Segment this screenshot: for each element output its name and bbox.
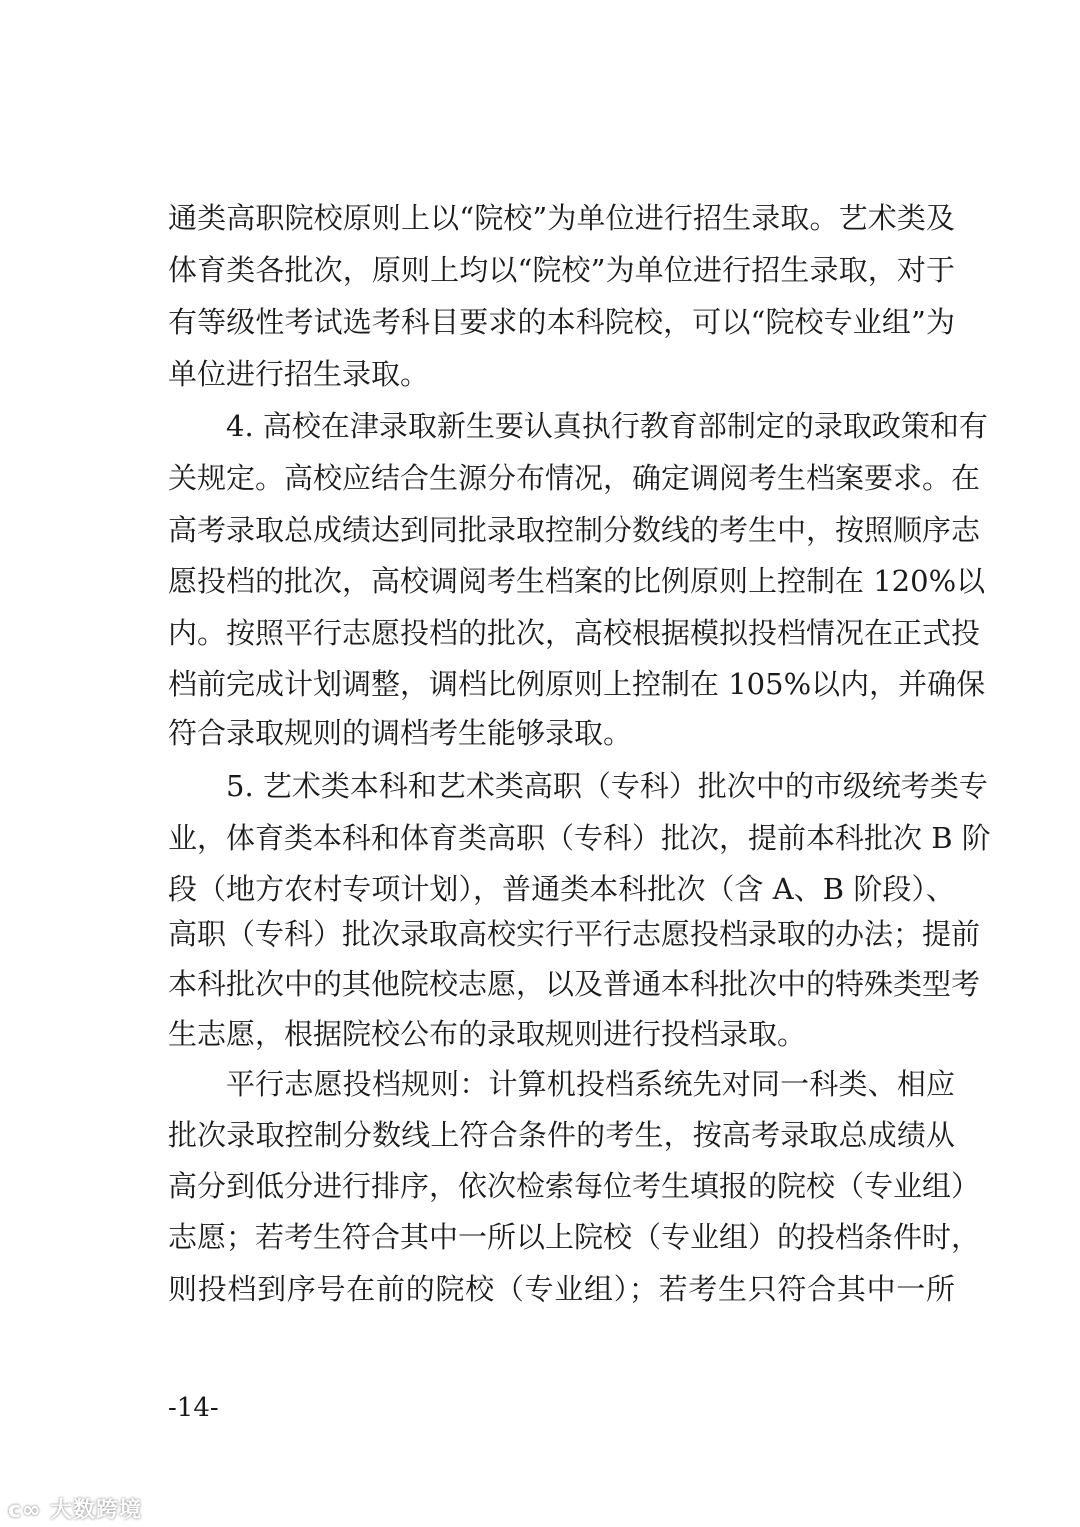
text-line: 高考录取总成绩达到同批录取控制分数线的考生中，按照顺序志 bbox=[168, 513, 981, 547]
page-number: -14- bbox=[168, 1393, 219, 1423]
paragraph-4-start: 4. 高校在津录取新生要认真执行教育部制定的录取政策和有 bbox=[226, 409, 988, 443]
watermark-text: 大数跨境 bbox=[50, 1498, 143, 1523]
watermark-logo bbox=[8, 1493, 142, 1524]
text-line: 关规定。高校应结合生源分布情况，确定调阅考生档案要求。在 bbox=[168, 461, 981, 495]
paragraph-5-start: 5. 艺术类本科和艺术类高职（专科）批次中的市级统考类专 bbox=[226, 769, 988, 803]
text-line: 批次录取控制分数线上符合条件的考生，按高考录取总成绩从 bbox=[168, 1118, 955, 1152]
text-line: 本科批次中的其他院校志愿，以及普通本科批次中的特殊类型考 bbox=[168, 967, 981, 1001]
text-line: 段（地方农村专项计划），普通类本科批次（含 A、B 阶段）、 bbox=[168, 872, 955, 906]
watermark-icon: ᴄ∞ bbox=[8, 1498, 42, 1523]
text-line: 志愿；若考生符合其中一所以上院校（专业组）的投档条件时， bbox=[168, 1220, 981, 1254]
text-line: 内。按照平行志愿投档的批次，高校根据模拟投档情况在正式投 bbox=[168, 616, 981, 650]
text-line: 符合录取规则的调档考生能够录取。 bbox=[168, 716, 633, 750]
paragraph-rules-start: 平行志愿投档规则：计算机投档系统先对同一科类、相应 bbox=[226, 1067, 955, 1101]
text-line: 单位进行招生录取。 bbox=[168, 357, 430, 391]
text-line: 则投档到序号在前的院校（专业组）；若考生只符合其中一所 bbox=[168, 1272, 955, 1306]
text-line: 高分到低分进行排序，依次检索每位考生填报的院校（专业组） bbox=[168, 1169, 981, 1203]
text-line: 高职（专科）批次录取高校实行平行志愿投档录取的办法；提前 bbox=[168, 917, 981, 951]
text-line: 生志愿，根据院校公布的录取规则进行投档录取。 bbox=[168, 1017, 807, 1051]
text-line: 档前完成计划调整，调档比例原则上控制在 105%以内，并确保 bbox=[168, 667, 986, 701]
text-line: 通类高职院校原则上以“院校”为单位进行招生录取。艺术类及 bbox=[168, 201, 955, 235]
text-line: 有等级性考试选考科目要求的本科院校，可以“院校专业组”为 bbox=[168, 305, 955, 339]
text-line: 体育类各批次，原则上均以“院校”为单位进行招生录取，对于 bbox=[168, 253, 955, 287]
text-line: 业，体育类本科和体育类高职（专科）批次，提前本科批次 B 阶 bbox=[168, 821, 991, 855]
text-line: 愿投档的批次，高校调阅考生档案的比例原则上控制在 120%以 bbox=[168, 564, 986, 598]
